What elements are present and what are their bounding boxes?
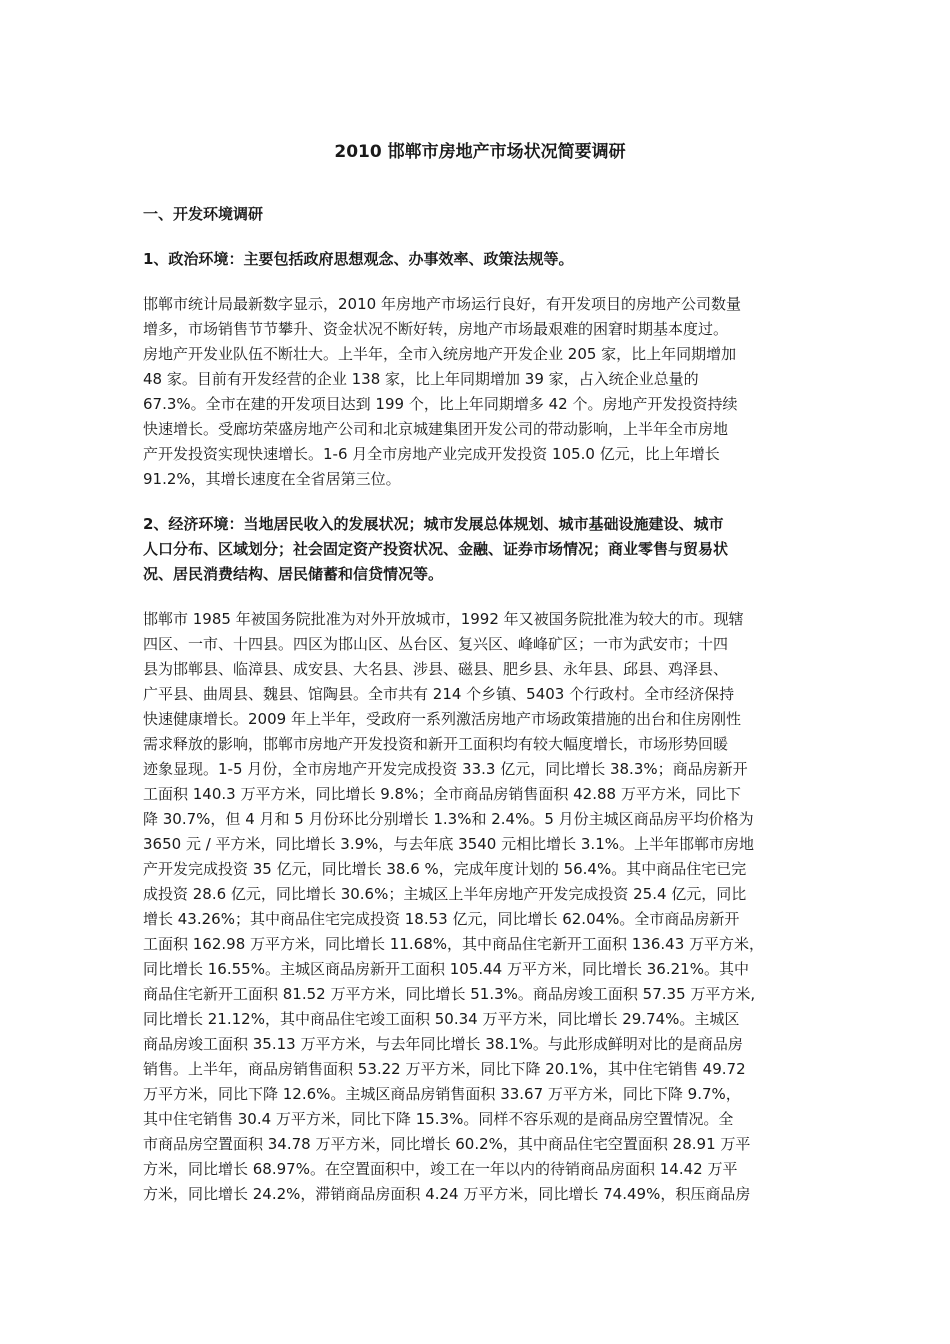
text-line: 产开发投资实现快速增长。1-6 月全市房地产业完成开发投资 105.0 亿元，比上年增长 — [143, 445, 720, 463]
text-line: 县为邯郸县、临漳县、成安县、大名县、涉县、磁县、肥乡县、永年县、邱县、鸡泽县、 — [143, 660, 729, 678]
heading-line: 2、经济环境：当地居民收入的发展状况；城市发展总体规划、城市基础设施建设、城市 — [143, 515, 724, 533]
text-line: 同比增长 21.12%，其中商品住宅竣工面积 50.34 万平方米，同比增长 29.74%。主城区 — [143, 1010, 740, 1028]
text-line: 67.3%。全市在建的开发项目达到 199 个，比上年同期增多 42 个。房地产开发投资持续 — [143, 395, 738, 413]
text-line: 方米，同比增长 68.97%。在空置面积中，竣工在一年以内的待销商品房面积 14.42 万平 — [143, 1160, 738, 1178]
text-line: 3650 元 / 平方米，同比增长 3.9%，与去年底 3540 元相比增长 3.1%。上半年邯郸市房地 — [143, 835, 754, 853]
subheading-political-environment: 1、政治环境：主要包括政府思想观念、办事效率、政策法规等。 — [143, 250, 574, 268]
text-line: 48 家。目前有开发经营的企业 138 家，比上年同期增加 39 家，占入统企业总量的 — [143, 370, 699, 388]
heading-line: 人口分布、区域划分；社会固定资产投资状况、金融、证券市场情况；商业零售与贸易状 — [143, 540, 729, 558]
text-line: 邯郸市统计局最新数字显示，2010 年房地产市场运行良好，有开发项目的房地产公司数量 — [143, 295, 741, 313]
text-line: 广平县、曲周县、魏县、馆陶县。全市共有 214 个乡镇、5403 个行政村。全市经济保持 — [143, 685, 735, 703]
text-line: 快速健康增长。2009 年上半年，受政府一系列激活房地产市场政策措施的出台和住房刚性 — [143, 710, 741, 728]
text-line: 房地产开发业队伍不断壮大。上半年，全市入统房地产开发企业 205 家，比上年同期增加 — [143, 345, 737, 363]
text-line: 增长 43.26%；其中商品住宅完成投资 18.53 亿元，同比增长 62.04%。全市商品房新开 — [143, 910, 740, 928]
text-line: 万平方米，同比下降 12.6%。主城区商品房销售面积 33.67 万平方米，同比下降 9.7%， — [143, 1085, 741, 1103]
text-line: 市商品房空置面积 34.78 万平方米，同比增长 60.2%，其中商品住宅空置面积 28.91 万平 — [143, 1135, 751, 1153]
text-line: 方米，同比增长 24.2%，滞销商品房面积 4.24 万平方米，同比增长 74.49%，积压商品房 — [143, 1185, 751, 1203]
text-line: 其中住宅销售 30.4 万平方米，同比下降 15.3%。同样不容乐观的是商品房空置情况。全 — [143, 1110, 734, 1128]
document-title: 2010 邯郸市房地产市场状况简要调研 — [334, 142, 626, 162]
section-heading-development-environment: 一、开发环境调研 — [143, 205, 264, 223]
paragraph-political-environment — [143, 292, 811, 492]
text-line: 降 30.7%，但 4 月和 5 月份环比分别增长 1.3%和 2.4%。5 月份主城区商品房平均价格为 — [143, 810, 754, 828]
text-line: 商品住宅新开工面积 81.52 万平方米，同比增长 51.3%。商品房竣工面积 57.35 万平方米, — [143, 985, 756, 1003]
text-line: 工面积 140.3 万平方米，同比增长 9.8%；全市商品房销售面积 42.88 万平方米，同比下 — [143, 785, 741, 803]
text-line: 91.2%，其增长速度在全省居第三位。 — [143, 470, 401, 488]
text-line: 四区、一市、十四县。四区为邯山区、丛台区、复兴区、峰峰矿区；一市为武安市；十四 — [143, 635, 729, 653]
text-line: 需求释放的影响，邯郸市房地产开发投资和新开工面积均有较大幅度增长，市场形势回暖 — [143, 735, 729, 753]
text-line: 同比增长 16.55%。主城区商品房新开工面积 105.44 万平方米，同比增长 36.21%。其中 — [143, 960, 749, 978]
document-page — [143, 138, 811, 1227]
text-line: 产开发完成投资 35 亿元，同比增长 38.6 %，完成年度计划的 56.4%。其中商品住宅已完 — [143, 860, 747, 878]
text-line: 成投资 28.6 亿元，同比增长 30.6%；主城区上半年房地产开发完成投资 25.4 亿元，同比 — [143, 885, 747, 903]
subheading-economic-environment — [143, 512, 811, 587]
text-line: 邯郸市 1985 年被国务院批准为对外开放城市，1992 年又被国务院批准为较大的市。现辖 — [143, 610, 744, 628]
paragraph-economic-environment — [143, 607, 811, 1207]
text-line: 迹象显现。1-5 月份，全市房地产开发完成投资 33.3 亿元，同比增长 38.3%；商品房新开 — [143, 760, 748, 778]
text-line: 增多，市场销售节节攀升、资金状况不断好转，房地产市场最艰难的困窘时期基本度过。 — [143, 320, 729, 338]
text-line: 工面积 162.98 万平方米，同比增长 11.68%，其中商品住宅新开工面积 136.43 万平方米， — [143, 935, 765, 953]
text-line: 商品房竣工面积 35.13 万平方米，与去年同比增长 38.1%。与此形成鲜明对比的是商品房 — [143, 1035, 743, 1053]
heading-line: 况、居民消费结构、居民储蓄和信贷情况等。 — [143, 565, 444, 583]
text-line: 销售。上半年，商品房销售面积 53.22 万平方米，同比下降 20.1%，其中住宅销售 49.72 — [143, 1060, 746, 1078]
text-line: 快速增长。受廊坊荣盛房地产公司和北京城建集团开发公司的带动影响，上半年全市房地 — [143, 420, 729, 438]
